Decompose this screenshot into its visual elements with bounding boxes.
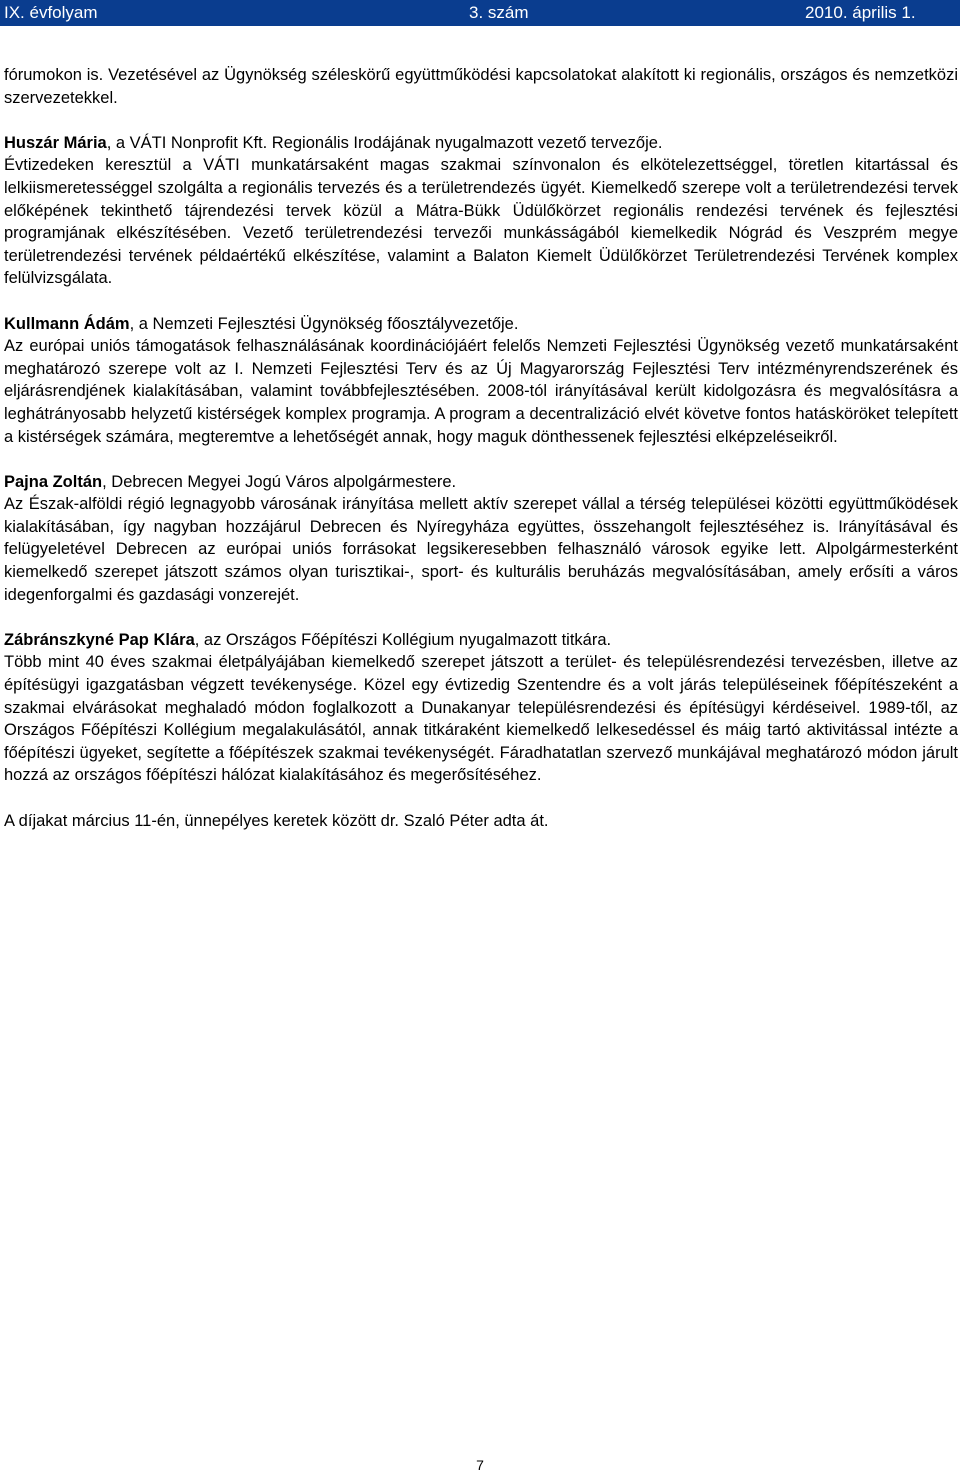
entry-body: Az Észak-alföldi régió legnagyobb városának irányítása mellett aktív szerepet vállal a térség települései közötti együttműködések kialakításában, így nagyban hozzájárul Debrecen és Nyíregyháza együttes, összehangolt fejlesztéséhez is. Irányításával és felügyeletével Debrecen az európai uniós forrásokat legsikeresebben felhasználó városok egyike lett. Alpolgármesterként kiemelkedő szerepet játszott számos olyan turisztikai-, sport- és kulturális beruházás megvalósításában, amely erősíti a város idegenforgalmi és gazdasági vonzerejét. bbox=[4, 495, 958, 604]
paragraph-spacer bbox=[4, 109, 958, 132]
paragraph-spacer bbox=[4, 606, 958, 629]
closing-paragraph: A díjakat március 11-én, ünnepélyes keretek között dr. Szaló Péter adta át. bbox=[4, 811, 549, 830]
laureate-title: , a Nemzeti Fejlesztési Ügynökség főosztályvezetője. bbox=[129, 314, 519, 333]
laureate-name: Kullmann Ádám bbox=[4, 314, 130, 333]
entry-heading bbox=[4, 471, 958, 494]
entry-body: Évtizedeken keresztül a VÁTI munkatársaként magas szakmai színvonalon és elkötelezettséggel, töretlen kitartással és lelkiismeretességgel szolgálta a regionális tervezés és a területrendezés ügyét. Kiemelkedő szerepe volt a területrendezési tervek előképének tekinthető tájrendezési tervek közül a Mátra-Bükk Üdülőkörzet regionális rendezési tervének és fejlesztési programjának elkészítésében. Vezető területrendezési tervezői munkásságából kiemelkedik Nógrád és Veszprém megye területrendezési tervének példaértékű elkészítése, valamint a Balaton Kiemelt Üdülőkörzet Területrendezési Tervének komplex felülvizsgálata. bbox=[4, 156, 958, 288]
paragraph-spacer bbox=[4, 787, 958, 810]
article-body bbox=[4, 64, 958, 832]
page-number: 7 bbox=[476, 1457, 484, 1473]
laureate-title: , Debrecen Megyei Jogú Város alpolgármestere. bbox=[102, 472, 457, 491]
header-date: 2010. április 1. bbox=[805, 3, 916, 22]
entry-heading bbox=[4, 313, 958, 336]
header-issue: 3. szám bbox=[469, 3, 529, 22]
intro-paragraph: fórumokon is. Vezetésével az Ügynökség széleskörű együttműködési kapcsolatokat alakított ki regionális, országos és nemzetközi szervezetekkel. bbox=[4, 66, 958, 107]
laureate-name: Zábránszkyné Pap Klára bbox=[4, 630, 195, 649]
paragraph-spacer bbox=[4, 290, 958, 313]
entry-body: Több mint 40 éves szakmai életpályájában kiemelkedő szerepet játszott a terület- és településrendezési tervezésben, illetve az építésügyi igazgatásban végzett tevékenysége. Közel egy évtizedig Szentendre és a volt járás településeinek főépítészeként a szakmai elvárásokat meghaladó módon foglalkozott a Dunakanyar településrendezési és építésügyi kérdéseivel. 1989-től, az Országos Főépítészi Kollégium megalakulásától, annak titkáraként kiemelkedő lelkesedéssel és máig tartó aktivitással intézte a főépítészi ügyeket, segítette a főépítészek szakmai tevékenységét. Fáradhatatlan szervező munkájával meghatározó módon járult hozzá az országos főépítészi hálózat kialakításához és megerősítéséhez. bbox=[4, 653, 958, 785]
laureate-title: , az Országos Főépítészi Kollégium nyugalmazott titkára. bbox=[194, 630, 612, 649]
entry-heading bbox=[4, 629, 958, 652]
laureate-name: Pajna Zoltán bbox=[4, 472, 103, 491]
issue-header-bar bbox=[0, 0, 960, 26]
paragraph-spacer bbox=[4, 448, 958, 471]
laureate-title: , a VÁTI Nonprofit Kft. Regionális Irodájának nyugalmazott vezető tervezője. bbox=[106, 133, 663, 152]
entry-heading bbox=[4, 132, 958, 155]
entry-body: Az európai uniós támogatások felhasználásának koordinációjáért felelős Nemzeti Fejlesztési Ügynökség vezető munkatársaként meghatározó szerepe volt az I. Nemzeti Fejlesztési Terv és az Új Magyarország Fejlesztési Terv intézményrendszerének és eljárásrendjének kialakításában, valamint továbbfejlesztésében. 2008-tól irányításával került kidolgozásra és megvalósításra a leghátrányosabb helyzetű kistérségek komplex programja. A program a decentralizáció elvét követve fontos hatásköröket telepített a kistérségek számára, megteremtve a lehetőségét annak, hogy maguk dönthessenek fejlesztési elképzeléseikről. bbox=[4, 337, 958, 446]
laureate-name: Huszár Mária bbox=[4, 133, 107, 152]
header-volume: IX. évfolyam bbox=[4, 3, 98, 22]
